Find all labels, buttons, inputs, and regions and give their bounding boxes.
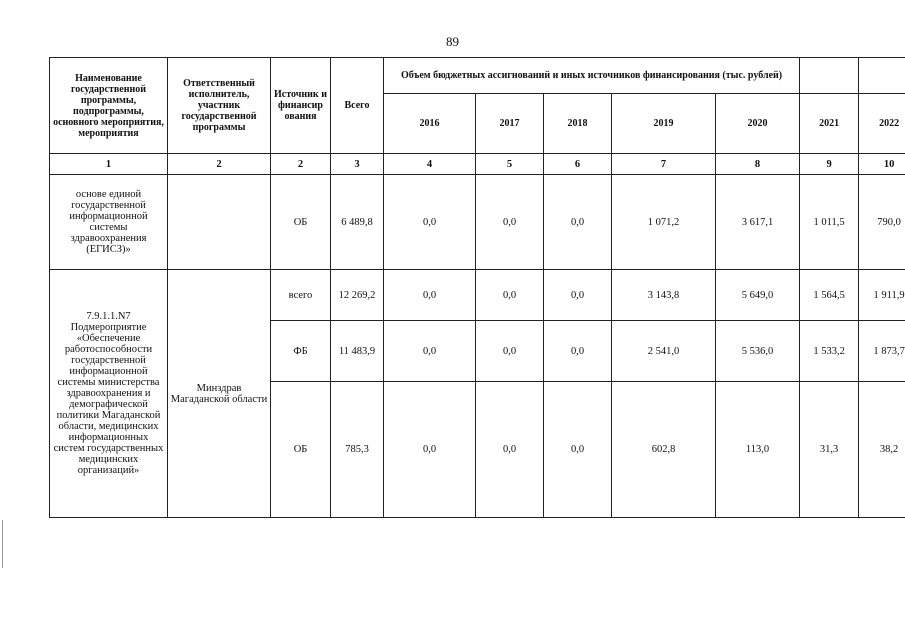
total-value: 785,3 [331,382,384,518]
header-year: 2017 [476,94,544,154]
year-value: 2 541,0 [612,321,716,382]
year-value: 38,2 [859,382,905,518]
year-value: 602,8 [612,382,716,518]
year-value: 0,0 [476,321,544,382]
year-value: 5 536,0 [716,321,800,382]
total-value: 12 269,2 [331,270,384,321]
year-value: 1 071,2 [612,175,716,270]
header-source: Источник и финансир ования [271,58,331,154]
column-index-row [50,154,905,175]
year-value: 0,0 [384,175,476,270]
year-value: 0,0 [544,321,612,382]
header-year: 2021 [800,94,859,154]
scan-edge-mark [2,520,3,568]
column-index: 6 [544,154,612,175]
year-value: 5 649,0 [716,270,800,321]
table-row [50,270,905,321]
funding-source: ОБ [271,175,331,270]
year-value: 0,0 [476,382,544,518]
column-index: 10 [859,154,905,175]
page-number: 89 [446,34,459,49]
year-value: 3 143,8 [612,270,716,321]
column-index: 1 [50,154,168,175]
column-index: 5 [476,154,544,175]
funding-source: всего [271,270,331,321]
column-index: 3 [331,154,384,175]
header-year: 2019 [612,94,716,154]
total-value: 11 483,9 [331,321,384,382]
funding-source: ФБ [271,321,331,382]
year-value: 0,0 [544,382,612,518]
responsible-executor [168,175,271,270]
year-value: 0,0 [476,270,544,321]
year-value: 1 873,7 [859,321,905,382]
column-index: 7 [612,154,716,175]
column-index: 9 [800,154,859,175]
responsible-executor: Минздрав Магаданской области [168,270,271,518]
header-year: 2018 [544,94,612,154]
header-responsible: Ответственный исполнитель, участник государственной программы [168,58,271,154]
header-total: Всего [331,58,384,154]
column-index: 2 [271,154,331,175]
year-value: 1 011,5 [800,175,859,270]
year-value: 0,0 [384,270,476,321]
year-value: 1 564,5 [800,270,859,321]
year-value: 0,0 [544,175,612,270]
table-row [50,175,905,270]
header-year: 2022 [859,94,905,154]
measure-name: 7.9.1.1.N7 Подмероприятие «Обеспечение работоспособности государственной информационной системы министерства здравоохранения и демографической политики Магаданской области, медицинских информационных систем государственных медицинских организаций» [50,270,168,518]
header-volume: Объем бюджетных ассигнований и иных источников финансирования (тыс. рублей) [384,58,800,94]
budget-table [49,57,905,518]
column-index: 2 [168,154,271,175]
year-value: 3 617,1 [716,175,800,270]
header-year: 2016 [384,94,476,154]
header-blank-2021 [800,58,859,94]
year-value: 0,0 [384,321,476,382]
year-value: 0,0 [384,382,476,518]
header-name: Наименование государственной программы, подпрограммы, основного мероприятия, мероприятия [50,58,168,154]
year-value: 790,0 [859,175,905,270]
header-blank-2022 [859,58,905,94]
funding-source: ОБ [271,382,331,518]
year-value: 0,0 [544,270,612,321]
column-index: 4 [384,154,476,175]
year-value: 113,0 [716,382,800,518]
measure-name: основе единой государственной информационной системы здравоохранения (ЕГИСЗ)» [50,175,168,270]
year-value: 1 911,9 [859,270,905,321]
column-index: 8 [716,154,800,175]
header-year: 2020 [716,94,800,154]
year-value: 31,3 [800,382,859,518]
year-value: 0,0 [476,175,544,270]
total-value: 6 489,8 [331,175,384,270]
header-row-1 [50,58,905,94]
year-value: 1 533,2 [800,321,859,382]
